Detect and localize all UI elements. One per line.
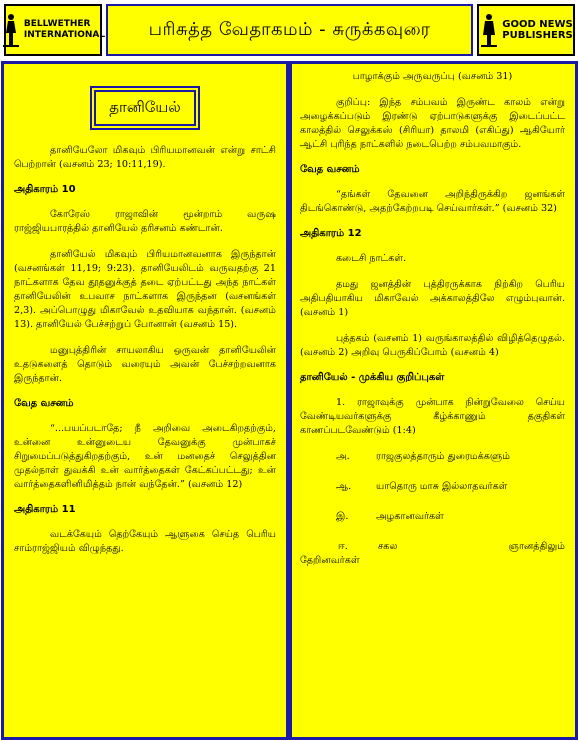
list-item-text: ராஜகுலத்தாரும் துரைமக்களும் [376,451,511,462]
content-frame [1,61,578,740]
left-column [4,64,286,737]
bellwether-figure-icon [1,13,21,47]
left-logo-line1: BELLWETHER [23,19,91,29]
book-title: தானியேல் [94,90,196,126]
list-item-continuation: தேறினவர்கள் [300,555,360,566]
ch10-paragraph-3: மனுபுத்திரின் சாயலாகிய ஒருவன் தானியேலின் உதடுகளைத் தொடும் வரையும் அவன் பேச்சற்றவனாக இருந்தான். [14,345,276,384]
chapter-12-heading: அதிகாரம் 12 [300,228,362,239]
list-item-marker: இ. [336,511,349,522]
intro-paragraph: தானியேலோ மிகவும் பிரியமானவன் என்று சாட்சி பெற்றான் (வசனம் 23; 10:11,19). [14,145,276,170]
right-column [292,64,575,737]
right-logo-line1: GOOD NEWS [502,19,573,30]
right-verse-text: “தங்கள் தேவனை அறிந்திருக்கிற ஜனங்கள் திடங்கொண்டு, அதற்கேற்றபடி செய்வார்கள்.” (வசனம் 32) [300,189,565,214]
ch12-paragraph-1: கடைசி நாட்கள். [336,253,407,264]
ch10-paragraph-1: கோரேஸ் ராஜாவின் மூன்றாம் வருஷ ராஜ்ஜியபாரத்தில் தானியேல் தரிசனம் கண்டான். [14,209,276,234]
ch11-paragraph-1: வடக்கேயும் தெற்கேயும் ஆளுகை செய்த பெரிய சாம்ராஜ்ஜியம் விழுந்தது. [14,529,276,554]
ch10-paragraph-2: தானியேல் மிகவும் பிரியமானவனாக இருந்தான் (வசனங்கள் 11,19; 9:23). தானியேலிடம் வருவதற்கு 21 நாட்களாக தேவ தூதனுக்குத் தடை ஏற்பட்டது அந்த நாட்கள் தானியேலின் உபவாச நாட்களாக இருந்தன (வசனங்கள் 2,3). அப்பொழுது மிகாவேல் உதவியாக வந்தான். (வசனம் 13). தானியேல் பேச்சற்றுப் போனான் (வசனம் 15). [14,249,276,330]
list-item [300,510,565,524]
chapter-11-heading: அதிகாரம் 11 [14,504,76,515]
good-news-figure-icon [479,13,499,47]
ch12-paragraph-3: புத்தகம் (வசனம் 1) வருங்காலத்தில் விழித்தெழுதல். (வசனம் 2) அறிவு பெருகிப்போம் (வசனம் 4) [300,333,565,358]
ch12-paragraph-2: தமது ஜனத்தின் புத்திரருக்காக நிற்கிற பெரிய அதிபதியாகிய மிகாவேல் அக்காலத்திலே எழும்புவான். (வசனம் 1) [300,279,565,318]
list-item-marker: ஈ. [338,541,348,552]
list-item [300,480,565,494]
header-title-box [106,4,473,56]
list-item-text: அழகானவர்கள் [376,511,444,522]
chapter-10-heading: அதிகாரம் 10 [14,184,76,195]
list-item-text: சகல ஞானத்திலும் [378,541,565,552]
list-item [300,540,565,554]
key-points-intro: 1. ராஜாவுக்கு முன்பாக நின்றுவேலை செய்ய வேண்டியவர்களுக்கு கீழ்க்காணும் தகுதிகள் காணப்படவேண்டும் (1:4) [300,397,565,436]
list-item [300,450,565,464]
note-paragraph: குறிப்பு: இந்த சம்பவம் இருண்ட காலம் என்று அழைக்கப்படும் இரண்டு ஏற்பாடுகளுக்கு இடைப்பட்ட காலத்தில் செலுக்கஸ் (சிரியா) தாலமி (எகிப்து) ஆகியோர் ஆட்சி புரிந்த நாட்களில் நடைபெற்ற சம்பவமாகும். [300,97,565,150]
left-logo-line2: INTERNATIONAL [23,30,106,40]
list-item-text: யாதொரு மாசு இல்லாதவர்கள் [376,481,508,492]
right-verse-heading: வேத வசனம் [300,164,360,175]
book-title-frame [90,86,200,130]
abomination-line: பாழாக்கும் அருவருப்பு (வசனம் 31) [352,71,513,82]
key-points-heading: தானியேல் - முக்கிய குறிப்புகள் [300,372,445,383]
page-title: பரிசுத்த வேதாகமம் - சுருக்கவுரை [148,18,431,40]
right-logo-line2: PUBLISHERS [502,30,573,41]
list-item-marker: அ. [336,451,350,462]
page-header [4,4,575,56]
left-verse-text: “...பயப்படாதே; நீ அறிவை அடைகிறதற்கும், உன்னை உன்னுடைய தேவனுக்கு முன்பாகச் சிறுமைப்படுத்துகிறதற்கும், உன் மனதைச் செலுத்தின முதல்நாள் துவக்கி உன் வார்த்தைகள் கேட்கப்பட்டது; உன் வார்த்தைகளினிமித்தம் நான் வந்தேன்.” (வசனம் 12) [14,423,276,490]
good-news-logo [477,4,575,56]
list-item-marker: ஆ. [336,481,352,492]
bellwether-logo [4,4,106,56]
left-verse-heading: வேத வசனம் [14,398,74,409]
